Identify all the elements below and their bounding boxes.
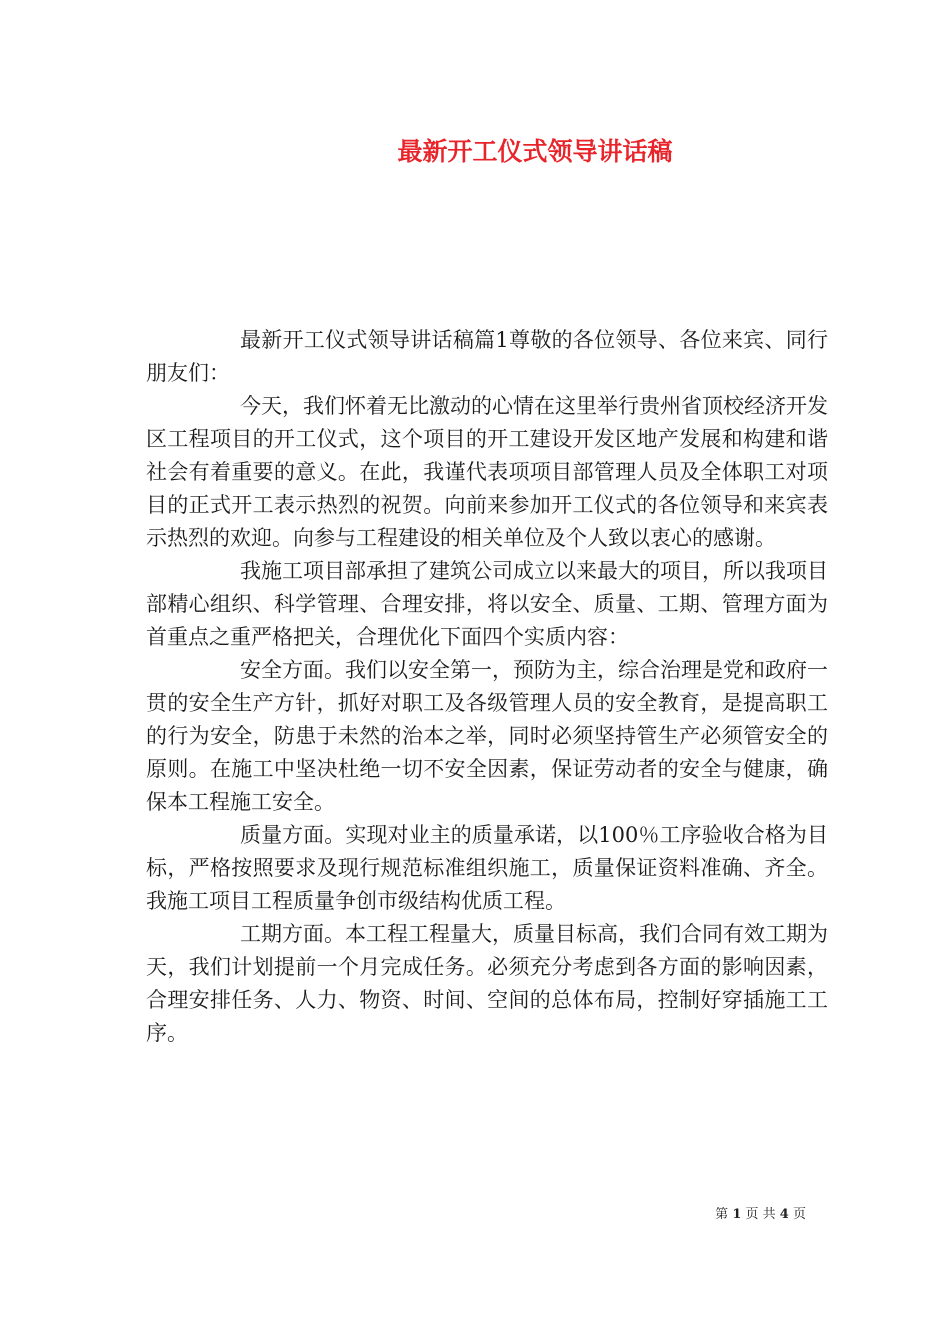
paragraph-project-department: 我施工项目部承担了建筑公司成立以来最大的项目，所以我项目部精心组织、科学管理、合理安排，将以安全、质量、工期、管理方面为首重点之重严格把关，合理优化下面四个实质内容： [146,559,828,649]
page-footer [0,1203,806,1222]
footer-suffix: 页 [792,1207,806,1222]
footer-total-pages: 4 [779,1207,789,1222]
paragraph-schedule: 工期方面。本工程工程量大，质量目标高，我们合同有效工期为天，我们计划提前一个月完成任务。必须充分考虑到各方面的影响因素，合理安排任务、人力、物资、时间、空间的总体布局，控制好穿插施工工序。 [146,922,828,1045]
document-body [146,324,828,1050]
footer-middle: 页 共 [745,1207,776,1222]
paragraph-greeting: 最新开工仪式领导讲话稿篇1尊敬的各位领导、各位来宾、同行朋友们： [146,328,828,385]
footer-page-number: 1 [732,1207,742,1222]
paragraph-opening: 今天，我们怀着无比激动的心情在这里举行贵州省顶校经济开发区工程项目的开工仪式，这个项目的开工建设开发区地产发展和构建和谐社会有着重要的意义。在此，我谨代表项项目部管理人员及全体职工对项目的正式开工表示热烈的祝贺。向前来参加开工仪式的各位领导和来宾表示热烈的欢迎。向参与工程建设的相关单位及个人致以衷心的感谢。 [146,394,828,550]
document-title: 最新开工仪式领导讲话稿 [397,137,673,166]
paragraph-safety: 安全方面。我们以安全第一，预防为主，综合治理是党和政府一贯的安全生产方针，抓好对职工及各级管理人员的安全教育，是提高职工的行为安全，防患于未然的治本之举，同时必须坚持管生产必须管安全的原则。在施工中坚决杜绝一切不安全因素，保证劳动者的安全与健康，确保本工程施工安全。 [146,658,828,814]
paragraph-quality: 质量方面。实现对业主的质量承诺，以100％工序验收合格为目标，严格按照要求及现行规范标准组织施工，质量保证资料准确、齐全。我施工项目工程质量争创市级结构优质工程。 [146,823,828,913]
footer-prefix: 第 [715,1207,729,1222]
